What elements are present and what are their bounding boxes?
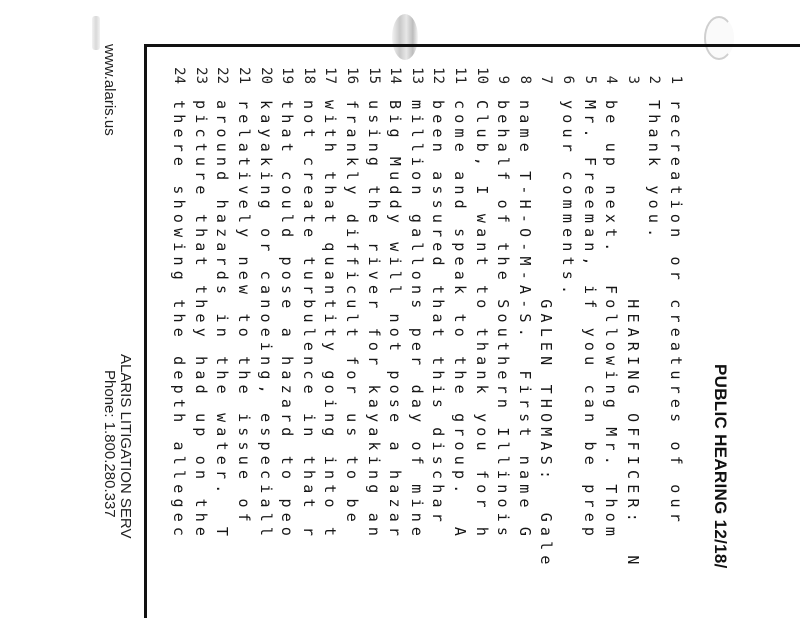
transcript-line: Big Muddy will not pose a hazar (386, 100, 405, 542)
line-number: 6 (560, 75, 576, 84)
transcript-line: behalf of the Southern Illinois (494, 100, 513, 542)
line-number: 24 (171, 67, 188, 84)
footer-company: ALARIS LITIGATION SERV (117, 354, 134, 539)
transcript-line: kayaking or canoeing, especiall (256, 100, 275, 542)
line-number: 17 (322, 67, 339, 84)
transcript-line: your comments. (559, 100, 577, 300)
transcript-line: GALEN THOMAS: Gale (537, 100, 556, 570)
transcript-line: not create turbulence in that r (299, 100, 318, 542)
line-number: 20 (257, 67, 274, 84)
line-number: 23 (192, 67, 209, 84)
transcript-line: picture that they had up on the (191, 100, 210, 542)
line-number: 2 (646, 75, 663, 84)
transcript-line: HEARING OFFICER: N (623, 100, 642, 570)
page-title: PUBLIC HEARING 12/18/ (711, 364, 730, 569)
line-number: 11 (452, 67, 468, 84)
transcript-line: Mr. Freeman, if you can be prep (580, 100, 599, 542)
line-number: 16 (344, 67, 360, 84)
transcript-line: come and speak to the group. A (451, 100, 469, 542)
line-number: 3 (624, 75, 641, 84)
line-number: 4 (603, 75, 620, 84)
transcript-line: around hazards in the water. T (213, 100, 232, 542)
transcript-line: using the river for kayaking an (364, 100, 383, 542)
line-number: 12 (430, 67, 447, 84)
transcript-line: relatively new to the issue of (235, 100, 253, 527)
transcript-line: name T-H-O-M-A-S. First name G (515, 100, 534, 542)
line-number: 18 (300, 67, 317, 84)
transcript-line: Club, I want to thank you for h (472, 100, 491, 542)
line-number: 10 (473, 67, 490, 84)
line-number: 1 (668, 75, 684, 84)
transcript-line: there showing the depth allegec (170, 100, 189, 542)
line-number: 19 (279, 67, 296, 84)
line-number: 22 (214, 67, 231, 84)
transcript-line: been assured that this dischar (429, 100, 448, 527)
transcript-line: frankly difficult for us to be (343, 100, 361, 527)
line-number: 7 (538, 75, 555, 84)
transcript-line: recreation or creatures of our (667, 100, 685, 527)
line-number: 13 (408, 67, 425, 84)
line-number: 21 (236, 67, 252, 84)
line-number: 8 (516, 75, 533, 84)
transcript-line: Thank you. (645, 100, 664, 243)
transcript-line: with that quantity going into t (321, 100, 340, 542)
footer-url: www.alaris.us (101, 44, 118, 136)
footer-phone: Phone: 1.800.280.337 (101, 370, 118, 518)
line-number: 15 (365, 67, 382, 84)
transcript-line: be up next. Following Mr. Thom (602, 100, 621, 542)
transcript-line: million gallons per day of mine (407, 100, 426, 542)
transcript-line: that could pose a hazard to peo (278, 100, 297, 542)
line-number: 9 (495, 75, 512, 84)
line-number: 5 (581, 75, 598, 84)
line-number: 14 (387, 67, 404, 84)
